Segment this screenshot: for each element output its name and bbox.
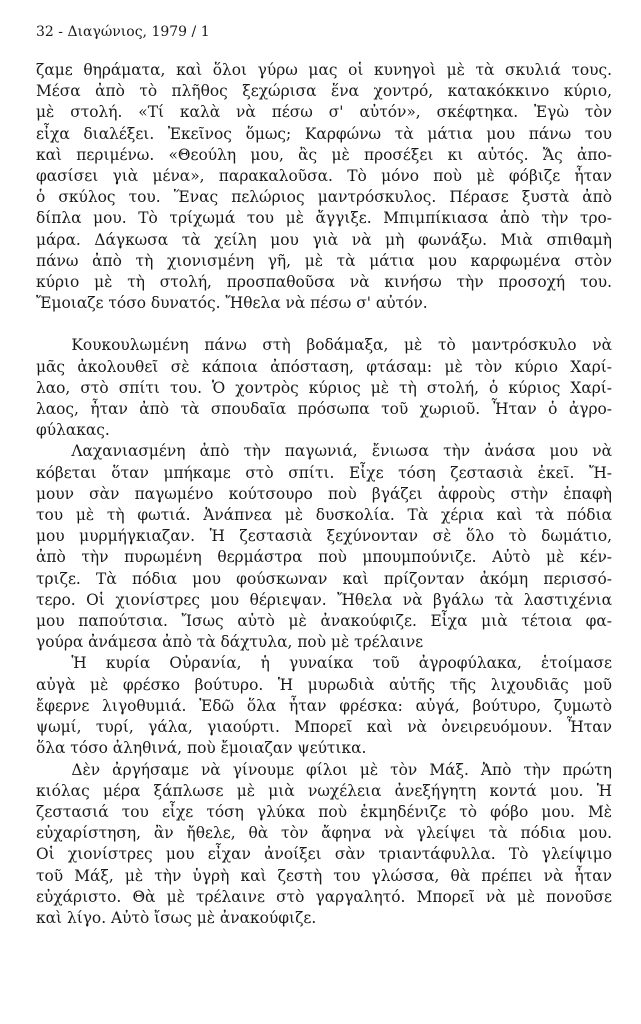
text-line: Μέσα ἀπὸ τὸ πλῆθος ξεχώρισα ἕνα χοντρό, κατακόκκινο κύριο, — [36, 82, 612, 101]
text-line: εἶχα διαλέξει. Ἐκεῖνος ὅμως; Καρφώνω τὰ μάτια μου πάνω του — [36, 124, 612, 143]
text-line: λαος, ἦταν ἀπὸ τὰ σπουδαῖα πρόσωπα τοῦ χωριοῦ. Ἦταν ὁ ἀγρο- — [36, 400, 612, 419]
text-line: Δὲν ἀργήσαμε νὰ γίνουμε φίλοι μὲ τὸν Μάξ. Ἀπὸ τὴν πρώτη — [71, 760, 612, 779]
text-line: μάρα. Δάγκωσα τὰ χείλη μου γιὰ νὰ μὴ φωνάξω. Μιὰ σπιθαμὴ — [36, 230, 612, 249]
text-line: Ἡ κυρία Οὐρανία, ἡ γυναίκα τοῦ ἀγροφύλακα, ἑτοίμασε — [71, 654, 612, 673]
text-line: πάνω ἀπὸ τὴ χιονισμένη γῆ, μὲ τὰ μάτια μου καρφωμένα στὸν — [36, 251, 612, 270]
text-line: Κουκουλωμένη πάνω στὴ βοδάμαξα, μὲ τὸ μαντρόσκυλο νὰ — [71, 336, 612, 355]
text-line: ὅλα τόσο ἀληθινά, ποὺ ἔμοιαζαν ψεύτικα. — [36, 739, 367, 758]
document-page — [36, 22, 612, 929]
text-line: ἔφερνε λιγοθυμιά. Ἐδῶ ὅλα ἦταν φρέσκα: αὐγά, βούτυρο, ζυμωτὸ — [36, 696, 612, 715]
running-head: 32 - Διαγώνιος, 1979 / 1 — [36, 24, 210, 40]
text-line: εὐχαρίστηση, ἂν ἤθελε, θὰ τὸν ἄφηνα νὰ γλείψει τὰ πόδια μου. — [36, 824, 612, 843]
paragraph-1 — [36, 60, 612, 314]
text-line: μουν σὰν παγωμένο κούτσουρο ποὺ βγάζει ἀφροὺς στὴν ἐπαφὴ — [36, 484, 612, 503]
text-line: κιόλας μέρα ξάπλωσε μὲ μιὰ νωχέλεια ἀνεξήγητη κοντά μου. Ἡ — [36, 781, 612, 800]
text-line: μου παπούτσια. Ἴσως αὐτὸ μὲ ἀνακούφιζε. Εἶχα μιὰ τέτοια φα- — [36, 612, 612, 631]
text-line: Ἔμοιαζε τόσο δυνατός. Ἤθελα νὰ πέσω σ' αὐτόν. — [36, 294, 428, 313]
text-line: αὐγὰ μὲ φρέσκο βούτυρο. Ἡ μυρωδιὰ αὐτῆς τῆς λιχουδιᾶς μοῦ — [36, 675, 612, 694]
text-line: ψωμί, τυρί, γάλα, γιαούρτι. Μπορεῖ καὶ νὰ ὀνειρευόμουν. Ἦταν — [36, 718, 612, 737]
text-line: δίπλα μου. Τὸ τρίχωμά του μὲ ἄγγιξε. Μπιμπίκιασα ἀπὸ τὴν τρο- — [36, 209, 612, 228]
paragraph-3 — [36, 441, 612, 653]
text-line: ζαμε θηράματα, καὶ ὅλοι γύρω μας οἱ κυνηγοὶ μὲ τὰ σκυλιά τους. — [36, 61, 612, 79]
text-line: τερο. Οἱ χιονίστρες μου θέριεψαν. Ἤθελα νὰ βγάλω τὰ λαστιχένια — [36, 590, 612, 609]
text-line: τοῦ Μάξ, μὲ τὴν ὑγρὴ καὶ ζεστὴ του γλώσσα, θὰ πρέπει νὰ ἦταν — [36, 866, 612, 885]
text-line: καὶ περιμένω. «Θεούλη μου, ἂς μὲ προσέξει κι αὐτός. Ἄς ἀπο- — [36, 145, 612, 164]
text-line: του μὲ τὴ φωτιά. Ἀνάπνεα μὲ δυσκολία. Τὰ χέρια καὶ τὰ πόδια — [36, 506, 612, 525]
text-line: φασίσει γιὰ μένα», παρακαλοῦσα. Τὸ μόνο ποὺ μὲ φόβιζε ἦταν — [36, 167, 612, 186]
text-line: μου μυρμήγκιαζαν. Ἡ ζεστασιὰ ξεχύνονταν σὲ ὅλο τὸ δωμάτιο, — [36, 527, 612, 546]
text-line: λαο, στὸ σπίτι του. Ὁ χοντρὸς κύριος μὲ τὴ στολή, ὁ κύριος Χαρί- — [36, 378, 612, 397]
text-line: καὶ λίγο. Αὐτὸ ἴσως μὲ ἀνακούφιζε. — [36, 908, 317, 927]
paragraph-4 — [36, 653, 612, 759]
text-line: Λαχανιασμένη ἀπὸ τὴν παγωνιά, ἔνιωσα τὴν ἀνάσα μου νὰ — [71, 442, 612, 461]
text-line: ἀπὸ τὴν πυρωμένη θερμάστρα ποὺ μπουμπούνιζε. Αὐτὸ μὲ κέν- — [36, 548, 612, 567]
text-line: μᾶς ἀκολουθεῖ σὲ κάποια ἀπόσταση, φτάσαμ: μὲ τὸν κύριο Χαρί- — [36, 357, 612, 376]
paragraph-5 — [36, 760, 612, 930]
text-line: ζεστασιά του εἶχε τόση γλύκα ποὺ ἐκμηδένιζε τὸ φόβο μου. Μὲ — [36, 802, 612, 821]
text-line: κύριο μὲ τὴ στολή, προσπαθοῦσα νὰ κινήσω τὴν προσοχή του. — [36, 273, 612, 292]
text-line: τριζε. Τὰ πόδια μου φούσκωναν καὶ πρίζονταν ἀκόμη περισσό- — [36, 569, 612, 588]
text-line: γούρα ἀνάμεσα ἀπὸ τὰ δάχτυλα, ποὺ μὲ τρέλαινε — [36, 633, 424, 652]
paragraph-2 — [36, 335, 612, 441]
text-line: φύλακας. — [36, 421, 110, 440]
text-line: κόβεται ὅταν μπήκαμε στὸ σπίτι. Εἶχε τόση ζεστασιὰ ἐκεῖ. Ἤ- — [36, 463, 612, 482]
text-line: ὁ σκύλος του. Ἕνας πελώριος μαντρόσκυλος. Πέρασε ξυστὰ ἀπὸ — [36, 188, 612, 207]
text-line: μὲ στολή. «Τί καλὰ νὰ πέσω σ' αὐτόν», σκέφτηκα. Ἐγὼ τὸν — [36, 103, 612, 122]
text-line: εὐχάριστο. Θὰ μὲ τρέλαινε στὸ γαργαλητό. Μπορεῖ νὰ μὲ πονοῦσε — [36, 887, 612, 906]
text-line: Οἱ χιονίστρες μου εἶχαν ἀνοίξει σὰν τριαντάφυλλα. Τὸ γλείψιμο — [36, 845, 612, 864]
